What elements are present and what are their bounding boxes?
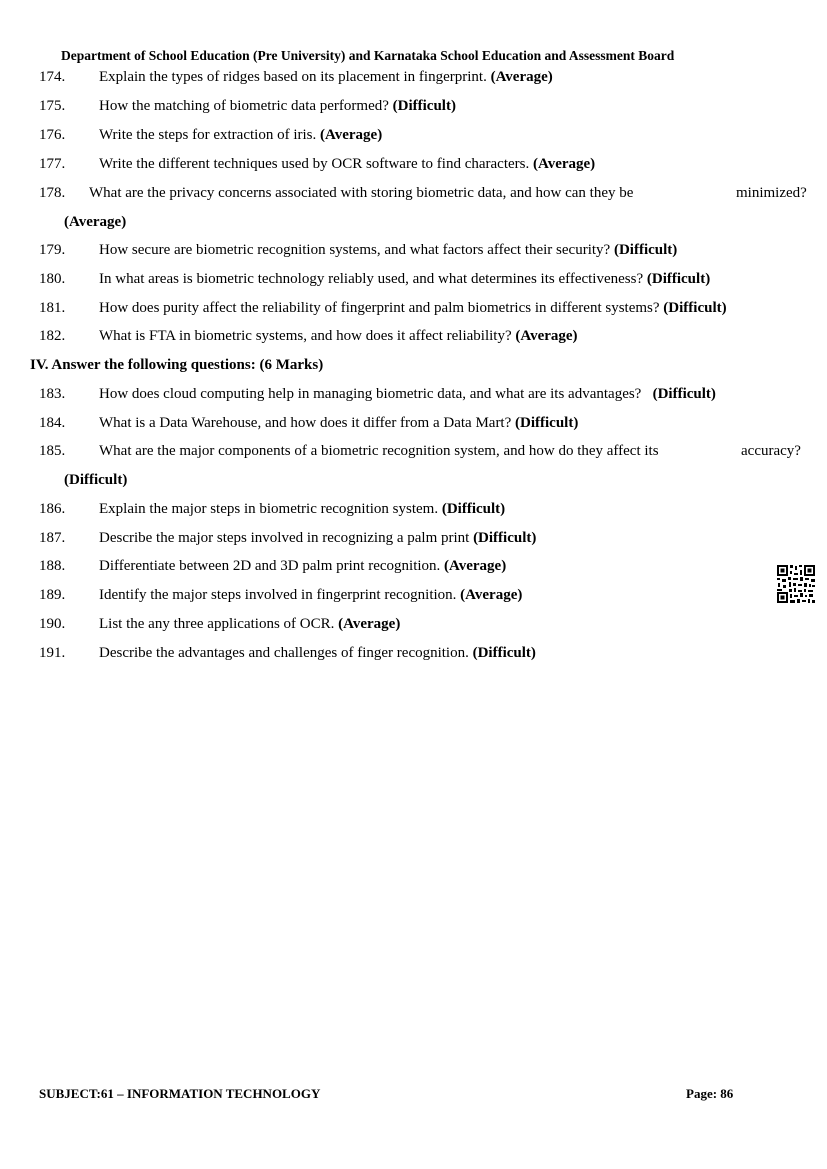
question-184	[0, 413, 827, 433]
question-174	[0, 67, 827, 87]
question-185	[0, 441, 827, 461]
question-number: 184.	[39, 415, 66, 431]
difficulty-tag: (Difficult)	[392, 98, 456, 114]
question-number: 191.	[39, 645, 66, 661]
page-header: Department of School Education (Pre University) and Karnataka School Education and Assessment Board	[61, 48, 675, 63]
question-text: Describe the major steps involved in recognizing a palm print (Difficult)	[99, 530, 537, 546]
question-191	[0, 643, 827, 663]
question-number: 188.	[39, 558, 66, 574]
difficulty-tag: (Difficult)	[472, 645, 536, 661]
question-text: Write the steps for extraction of iris. (Average)	[99, 127, 383, 143]
question-number: 187.	[39, 530, 66, 546]
question-number: 189.	[39, 587, 66, 603]
question-178	[0, 183, 827, 203]
question-text: What are the major components of a biometric recognition system, and how do they affect its	[99, 443, 659, 459]
question-number: 175.	[39, 98, 66, 114]
question-text: What is a Data Warehouse, and how does it differ from a Data Mart? (Difficult)	[99, 415, 579, 431]
difficulty-tag: (Average)	[490, 69, 553, 85]
difficulty-tag: (Difficult)	[473, 530, 537, 546]
question-number: 186.	[39, 501, 66, 517]
footer-subject: SUBJECT:61 – INFORMATION TECHNOLOGY	[39, 1086, 321, 1101]
difficulty-tag: (Difficult)	[64, 472, 128, 488]
difficulty-tag: (Average)	[444, 558, 507, 574]
question-number: 190.	[39, 616, 66, 632]
question-176	[0, 125, 827, 145]
question-189	[0, 585, 827, 605]
qr-code-icon	[776, 564, 816, 604]
question-text: Describe the advantages and challenges of finger recognition. (Difficult)	[99, 645, 536, 661]
difficulty-tag: (Difficult)	[646, 271, 711, 287]
question-number: 179.	[39, 242, 66, 258]
question-number: 176.	[39, 127, 66, 143]
question-186	[0, 499, 827, 519]
question-text-end: minimized?	[736, 185, 807, 201]
question-183	[0, 384, 827, 404]
question-180	[0, 269, 827, 289]
question-number: 185.	[39, 443, 66, 459]
question-179	[0, 240, 827, 260]
difficulty-tag: (Difficult)	[613, 242, 678, 258]
question-177	[0, 154, 827, 174]
question-188	[0, 556, 827, 576]
section-heading: IV. Answer the following questions: (6 Marks)	[30, 357, 324, 373]
difficulty-tag: (Difficult)	[652, 386, 716, 402]
question-number: 177.	[39, 156, 66, 172]
question-text: What are the privacy concerns associated with storing biometric data, and how can they be	[89, 185, 634, 201]
question-text: Explain the major steps in biometric recognition system. (Difficult)	[99, 501, 506, 517]
question-number: 182.	[39, 328, 66, 344]
question-text: In what areas is biometric technology reliably used, and what determines its effectiveness? (Difficult)	[99, 271, 711, 287]
question-text-end: accuracy?	[741, 443, 801, 459]
question-187	[0, 528, 827, 548]
question-text: How does cloud computing help in managing biometric data, and what are its advantages? (Difficult)	[99, 386, 716, 402]
difficulty-tag: (Average)	[338, 616, 401, 632]
question-181	[0, 298, 827, 318]
difficulty-tag: (Difficult)	[441, 501, 506, 517]
question-text: How the matching of biometric data performed? (Difficult)	[99, 98, 456, 114]
question-text: Identify the major steps involved in fingerprint recognition. (Average)	[99, 587, 523, 603]
question-number: 178.	[39, 185, 66, 201]
question-text: How does purity affect the reliability of fingerprint and palm biometrics in different systems? (Difficult)	[99, 300, 727, 316]
difficulty-tag: (Difficult)	[663, 300, 727, 316]
question-text: List the any three applications of OCR. (Average)	[99, 616, 401, 632]
difficulty-tag: (Average)	[64, 214, 127, 230]
difficulty-tag: (Difficult)	[515, 415, 579, 431]
question-text: Write the different techniques used by OCR software to find characters. (Average)	[99, 156, 596, 172]
question-182	[0, 326, 827, 346]
difficulty-tag: (Average)	[460, 587, 523, 603]
question-175	[0, 96, 827, 116]
question-number: 180.	[39, 271, 66, 287]
question-text: What is FTA in biometric systems, and how does it affect reliability? (Average)	[99, 328, 578, 344]
question-text: Differentiate between 2D and 3D palm print recognition. (Average)	[99, 558, 507, 574]
difficulty-tag: (Average)	[320, 127, 383, 143]
question-190	[0, 614, 827, 634]
question-number: 181.	[39, 300, 66, 316]
footer-page-number: Page: 86	[686, 1086, 734, 1101]
difficulty-tag: (Average)	[515, 328, 578, 344]
question-number: 174.	[39, 69, 66, 85]
difficulty-tag: (Average)	[532, 156, 596, 172]
question-text: Explain the types of ridges based on its placement in fingerprint. (Average)	[99, 69, 553, 85]
question-text: How secure are biometric recognition systems, and what factors affect their security? (Difficult)	[99, 242, 678, 258]
question-number: 183.	[39, 386, 66, 402]
